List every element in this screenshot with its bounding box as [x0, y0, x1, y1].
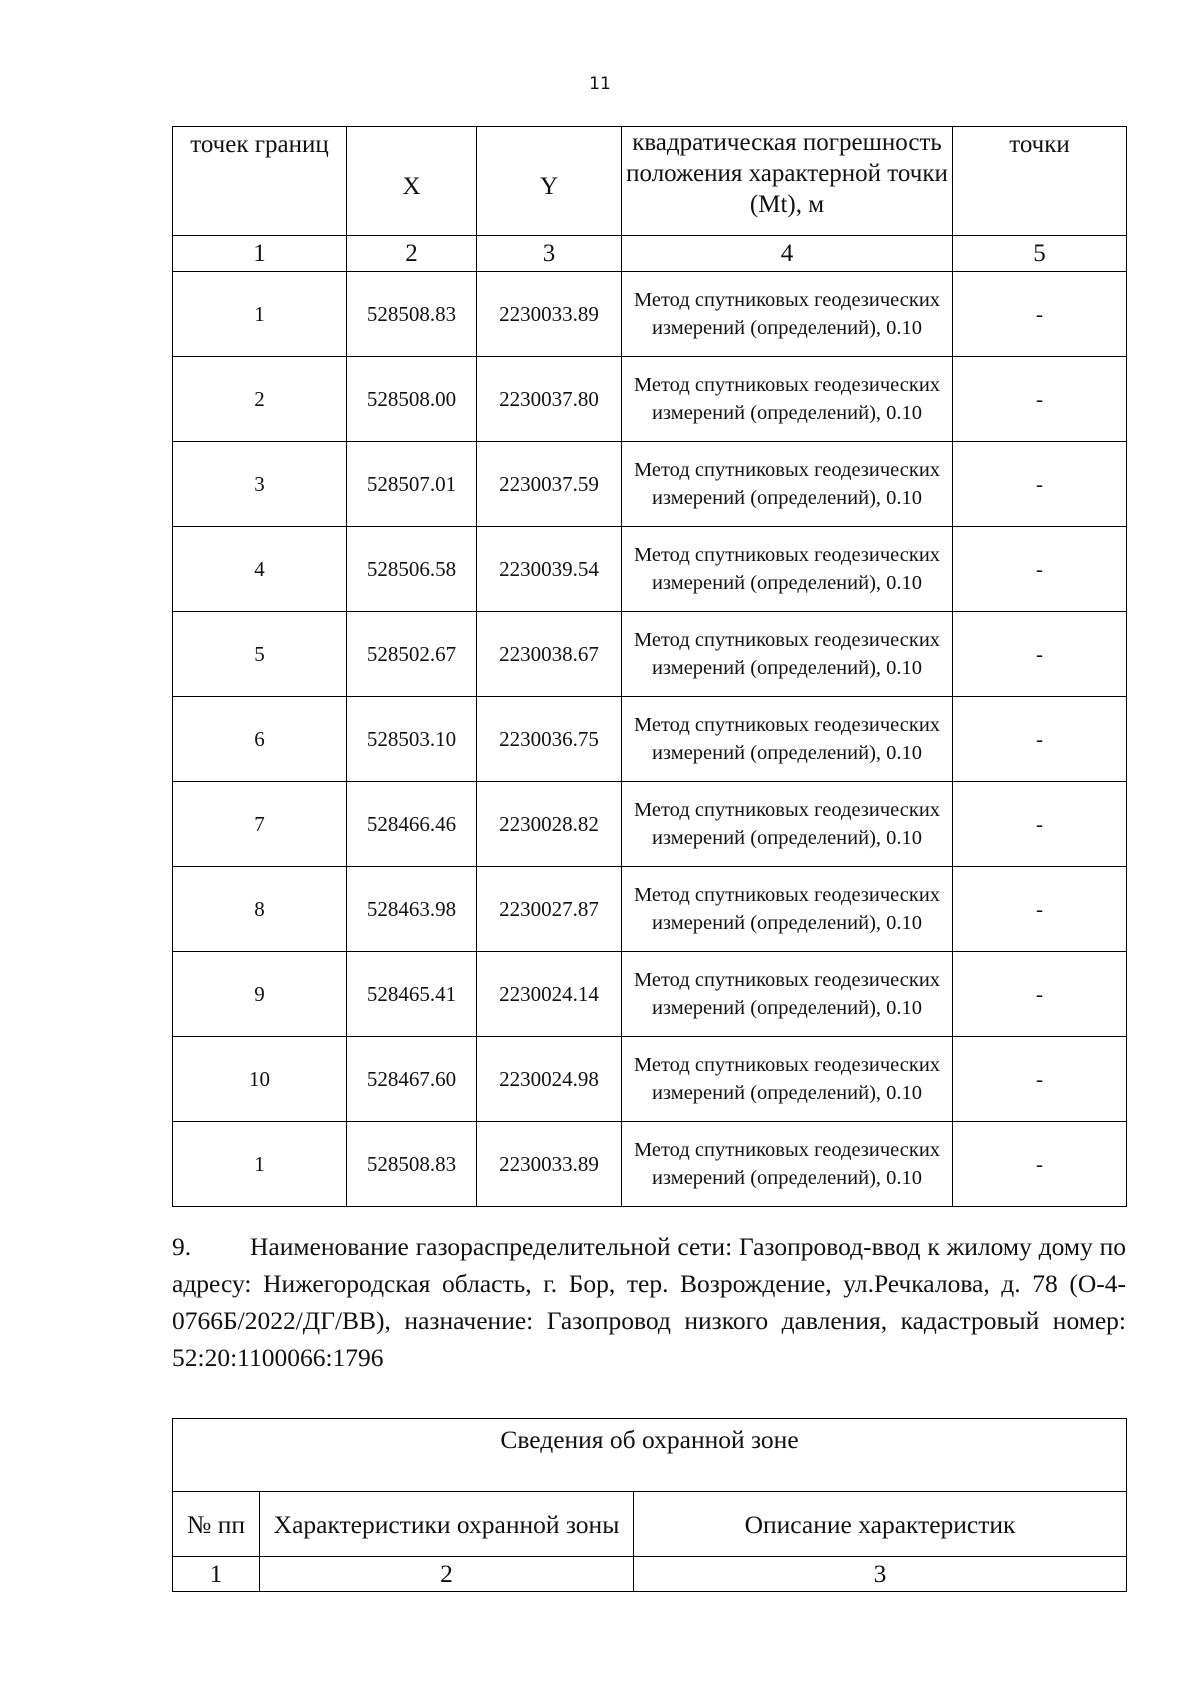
point-note: -	[953, 867, 1127, 952]
x-coordinate: 528466.46	[347, 782, 477, 867]
point-note: -	[953, 442, 1127, 527]
table-row	[173, 272, 1127, 357]
error-method: Метод спутниковых геодезических измерений (определений), 0.10	[622, 1122, 953, 1207]
table-row	[173, 952, 1127, 1037]
error-method: Метод спутниковых геодезических измерений (определений), 0.10	[622, 782, 953, 867]
column-number-row	[173, 236, 1127, 272]
point-number: 1	[173, 272, 347, 357]
header-point-description: точки	[953, 127, 1127, 236]
boundary-points-table	[172, 126, 1127, 1207]
error-method: Метод спутниковых геодезических измерений (определений), 0.10	[622, 867, 953, 952]
zone-header-number: № пп	[173, 1492, 260, 1557]
error-method: Метод спутниковых геодезических измерений (определений), 0.10	[622, 612, 953, 697]
table-header-row	[173, 127, 1127, 236]
table-row	[173, 442, 1127, 527]
error-method: Метод спутниковых геодезических измерений (определений), 0.10	[622, 527, 953, 612]
x-coordinate: 528463.98	[347, 867, 477, 952]
point-note: -	[953, 612, 1127, 697]
y-coordinate: 2230028.82	[477, 782, 622, 867]
column-number: 2	[260, 1557, 634, 1592]
x-coordinate: 528506.58	[347, 527, 477, 612]
column-number: 1	[173, 1557, 260, 1592]
zone-column-number-row	[173, 1557, 1127, 1592]
point-note: -	[953, 357, 1127, 442]
column-number: 3	[477, 236, 622, 272]
y-coordinate: 2230027.87	[477, 867, 622, 952]
zone-title-row	[173, 1419, 1127, 1492]
table-row	[173, 612, 1127, 697]
section-paragraph	[172, 1228, 1126, 1376]
zone-header-description: Описание характеристик	[634, 1492, 1127, 1557]
x-coordinate: 528467.60	[347, 1037, 477, 1122]
point-note: -	[953, 272, 1127, 357]
point-number: 9	[173, 952, 347, 1037]
y-coordinate: 2230039.54	[477, 527, 622, 612]
x-coordinate: 528508.83	[347, 272, 477, 357]
y-coordinate: 2230033.89	[477, 272, 622, 357]
header-point-label: точек границ	[173, 127, 347, 236]
x-coordinate: 528465.41	[347, 952, 477, 1037]
point-number: 7	[173, 782, 347, 867]
point-note: -	[953, 782, 1127, 867]
y-coordinate: 2230036.75	[477, 697, 622, 782]
header-x: X	[347, 127, 477, 236]
point-note: -	[953, 697, 1127, 782]
x-coordinate: 528502.67	[347, 612, 477, 697]
point-number: 4	[173, 527, 347, 612]
y-coordinate: 2230037.80	[477, 357, 622, 442]
zone-table-title: Сведения об охранной зоне	[173, 1419, 1127, 1492]
error-method: Метод спутниковых геодезических измерений (определений), 0.10	[622, 272, 953, 357]
table-row	[173, 782, 1127, 867]
column-number: 4	[622, 236, 953, 272]
y-coordinate: 2230037.59	[477, 442, 622, 527]
point-note: -	[953, 1122, 1127, 1207]
point-number: 2	[173, 357, 347, 442]
x-coordinate: 528508.83	[347, 1122, 477, 1207]
error-method: Метод спутниковых геодезических измерений (определений), 0.10	[622, 952, 953, 1037]
table-row	[173, 357, 1127, 442]
column-number: 5	[953, 236, 1127, 272]
point-note: -	[953, 527, 1127, 612]
column-number: 2	[347, 236, 477, 272]
zone-header-characteristics: Характеристики охранной зоны	[260, 1492, 634, 1557]
point-number: 1	[173, 1122, 347, 1207]
table-row	[173, 1122, 1127, 1207]
point-note: -	[953, 952, 1127, 1037]
y-coordinate: 2230024.98	[477, 1037, 622, 1122]
point-number: 8	[173, 867, 347, 952]
error-method: Метод спутниковых геодезических измерений (определений), 0.10	[622, 442, 953, 527]
column-number: 3	[634, 1557, 1127, 1592]
point-number: 10	[173, 1037, 347, 1122]
column-number: 1	[173, 236, 347, 272]
y-coordinate: 2230038.67	[477, 612, 622, 697]
zone-header-row	[173, 1492, 1127, 1557]
y-coordinate: 2230024.14	[477, 952, 622, 1037]
y-coordinate: 2230033.89	[477, 1122, 622, 1207]
x-coordinate: 528507.01	[347, 442, 477, 527]
error-method: Метод спутниковых геодезических измерений (определений), 0.10	[622, 357, 953, 442]
table-row	[173, 697, 1127, 782]
table-row	[173, 867, 1127, 952]
section-number: 9.	[172, 1232, 192, 1261]
table-row	[173, 527, 1127, 612]
x-coordinate: 528508.00	[347, 357, 477, 442]
protection-zone-table	[172, 1418, 1127, 1592]
point-number: 5	[173, 612, 347, 697]
error-method: Метод спутниковых геодезических измерений (определений), 0.10	[622, 1037, 953, 1122]
section-text: Наименование газораспределительной сети: Газопровод-ввод к жилому дому по адресу: Нижегородская область, г. Бор, тер. Возрождение, ул.Речкалова, д. 78 (О-4-0766Б/2022/ДГ/ВВ), назначение: Газопровод низкого давления, кадастровый номер: 52:20:1100066:1796	[172, 1232, 1126, 1372]
page-number: 11	[589, 74, 611, 94]
error-method: Метод спутниковых геодезических измерений (определений), 0.10	[622, 697, 953, 782]
header-y: Y	[477, 127, 622, 236]
point-number: 6	[173, 697, 347, 782]
point-note: -	[953, 1037, 1127, 1122]
table-row	[173, 1037, 1127, 1122]
x-coordinate: 528503.10	[347, 697, 477, 782]
header-error: квадратическая погрешность положения характерной точки (Mt), м	[622, 127, 953, 236]
point-number: 3	[173, 442, 347, 527]
